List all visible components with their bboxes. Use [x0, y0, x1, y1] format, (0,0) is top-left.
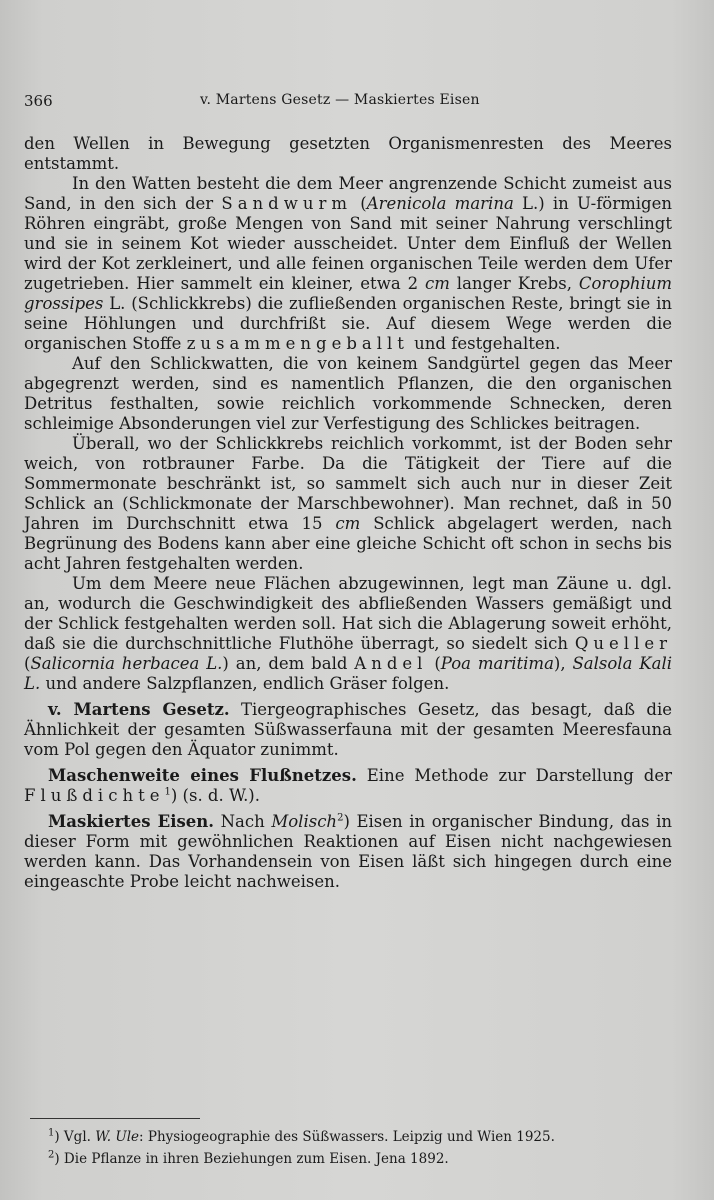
unit: cm [335, 514, 361, 533]
entry-text: ) (s. d. W.). [170, 786, 260, 805]
text-run: ( [24, 654, 31, 673]
text-run: L.) in U-förmigen Röhren eingräbt, große Mengen von Sand mit seiner Nahrung verschlingt und sie in seinem Kot wieder ausscheidet. Unter dem Einfluß der Wellen wird der Kot zerkleinert, und alle feinen organischen Teile werden dem Ufer zugetrieben. Hier sammelt ein kleiner, etwa 2 [24, 194, 673, 293]
text-run: ) an, dem bald [222, 654, 355, 673]
footnote-ref[interactable]: 1 [164, 786, 171, 798]
species-name: Corophium grossipes [24, 274, 672, 313]
page-header [24, 92, 684, 112]
author-name: Molisch [271, 812, 338, 831]
text-run: In den Watten besteht die dem Meer angrenzende Schicht zumeist aus Sand, in den sich der [24, 174, 672, 213]
entry-heading: v. Martens Gesetz. [48, 700, 230, 719]
text-run: ( [427, 654, 441, 673]
species-name: Salicornia herbacea L. [30, 654, 223, 673]
spaced-term: zusammengeballt [186, 334, 409, 353]
text-run: ( [352, 194, 367, 213]
body-text [24, 134, 672, 892]
entry-text: Eine Methode zur Darstellung der [356, 766, 672, 785]
footnotes [48, 1126, 678, 1170]
footnote-text: : Physiogeographie des Süßwassers. Leipzig und Wien 1925. [139, 1129, 555, 1145]
footnote-mark: 2 [48, 1149, 55, 1161]
footnote-2 [48, 1148, 678, 1170]
running-title: v. Martens Gesetz — Maskiertes Eisen [200, 92, 480, 108]
page-number: 366 [24, 92, 53, 110]
species-name: Salsola Kali L. [24, 654, 672, 693]
paragraph-schlickkrebs [24, 434, 672, 574]
paragraph-watten [24, 174, 672, 354]
paragraph-schlickwatten: Auf den Schlickwatten, die von keinem Sandgürtel gegen das Meer abgegrenzt werden, sind es namentlich Pflanzen, die den organischen Detritus festhalten, sowie reichlich vorkommende Schnecken, deren schleimige Absonderungen viel zur Verfestigung des Schlickes beitragen. [24, 354, 672, 433]
entry-text: Tiergeographisches Gesetz, das besagt, daß die Ähnlichkeit der gesamten Süßwasserfauna mit der gesamten Meeresfauna vom Pol gegen den Äquator zunimmt. [24, 700, 672, 759]
spaced-term: Sandwurm [221, 194, 353, 213]
entry-heading: Maschenweite eines Flußnetzes. [48, 766, 357, 785]
text-run: Schlick abgelagert werden, nach Begrünung des Bodens kann aber eine gleiche Schicht oft schon in sechs bis acht Jahren festgehalten werden. [24, 514, 673, 573]
species-name: Arenicola marina [366, 194, 514, 213]
entry-maschenweite [24, 766, 672, 806]
entry-heading: Maskiertes Eisen. [48, 812, 215, 831]
footnote-rule [30, 1118, 200, 1119]
spaced-term: Flußdichte [24, 786, 165, 805]
text-run: und andere Salzpflanzen, endlich Gräser folgen. [40, 674, 450, 693]
author-name: W. Ule [95, 1129, 140, 1145]
paragraph-landgewinnung [24, 574, 672, 694]
spaced-term: Andel [354, 654, 428, 673]
unit: cm [425, 274, 450, 293]
footnote-ref[interactable]: 2 [337, 812, 344, 824]
entry-text: Nach [214, 812, 272, 831]
footnote-text: ) Vgl. [54, 1129, 96, 1145]
paragraph-continuation: den Wellen in Bewegung gesetzten Organismenresten des Meeres entstammt. [24, 134, 672, 173]
footnote-text: ) Die Pflanze in ihren Beziehungen zum Eisen. Jena 1892. [54, 1151, 449, 1167]
footnote-mark: 1 [48, 1127, 55, 1139]
text-run: ), [553, 654, 573, 673]
species-name: Poa maritima [440, 654, 554, 673]
entry-martens-gesetz [24, 700, 672, 760]
footnote-1 [48, 1126, 678, 1148]
text-run: L. (Schlickkrebs) die zufließenden organischen Reste, bringt sie in seine Höhlungen und durchfrißt sie. Auf diesem Wege werden die organischen Stoffe [24, 294, 672, 353]
text-run: Um dem Meere neue Flächen abzugewinnen, legt man Zäune u. dgl. an, wodurch die Geschwindigkeit des abfließenden Wassers gemäßigt und der Schlick festgehalten werden soll. Hat sich die Ablagerung soweit erhöht, daß sie die durchschnittliche Fluthöhe überragt, so siedelt sich [24, 574, 672, 653]
entry-maskiertes-eisen [24, 812, 672, 892]
text-run: Überall, wo der Schlickkrebs reichlich vorkommt, ist der Boden sehr weich, von rotbrauner Farbe. Da die Tätigkeit der Tiere auf die Sommermonate beschränkt ist, so sammelt sich auch nur in dieser Zeit Schlick an (Schlickmonate der Marschbewohner). Man rechnet, daß in 50 Jahren im Durchschnitt etwa 15 [24, 434, 672, 533]
text-run: langer Krebs, [449, 274, 579, 293]
spaced-term: Queller [574, 634, 672, 653]
entry-text: ) Eisen in organischer Bindung, das in dieser Form mit gewöhnlichen Reaktionen auf Eisen nicht nachgewiesen werden kann. Das Vorhandensein von Eisen läßt sich hingegen durch eine eingeaschte Probe leicht nachweisen. [24, 812, 673, 891]
text-run: und festgehalten. [408, 334, 561, 353]
